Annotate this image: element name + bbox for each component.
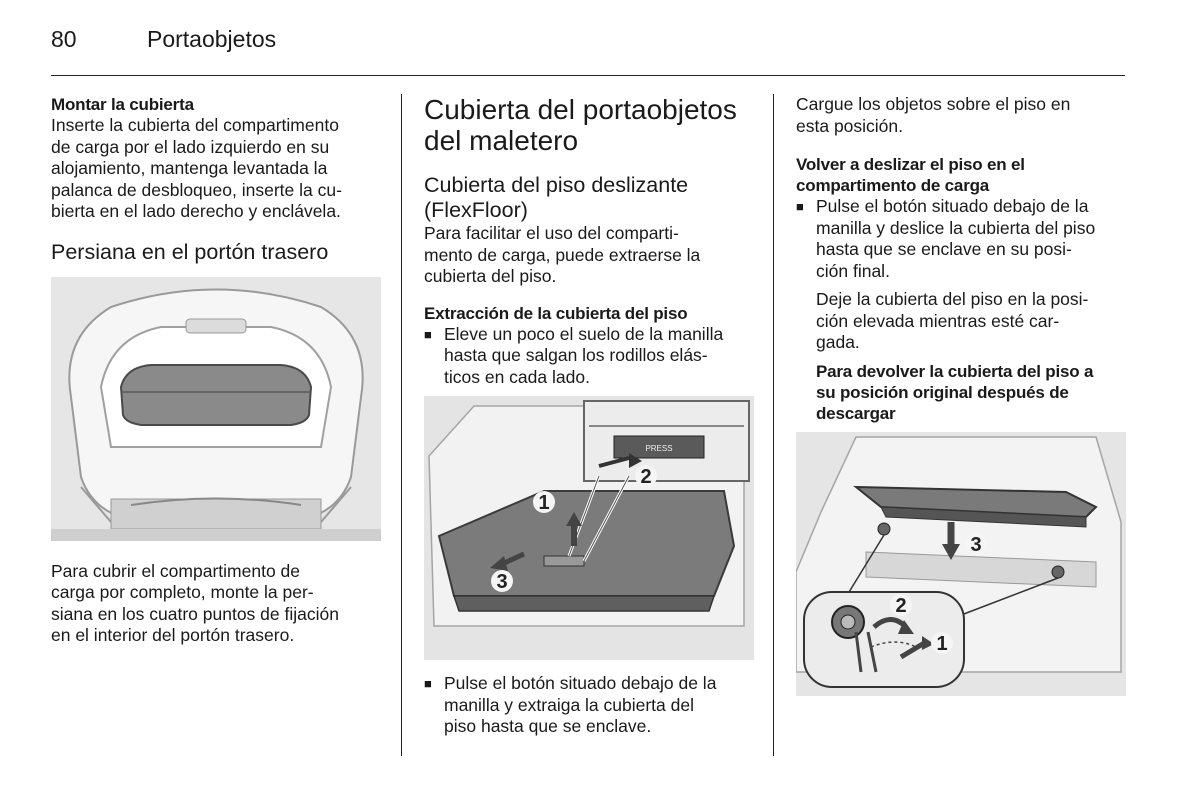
flexfloor-intro	[424, 223, 754, 288]
floor-extraction-drawing	[424, 396, 754, 660]
floor-return-drawing	[796, 432, 1126, 696]
text-line: ción final.	[816, 260, 890, 281]
bullet-mark: ■	[424, 326, 432, 342]
callout-2: 2	[640, 466, 652, 488]
blind-heading: Persiana en el portón trasero	[51, 239, 329, 264]
heading-line: compartimento de carga	[796, 176, 990, 195]
text-line: de carga por el lado izquierdo en su	[51, 136, 330, 157]
text-line: manilla y extraiga la cubierta del	[444, 694, 694, 715]
flexfloor-heading	[424, 173, 754, 223]
text-line: Pulse el botón situado debajo de la	[816, 196, 1089, 216]
heading-line: su posición original después de	[816, 382, 1069, 402]
page-header	[51, 26, 276, 56]
text-line: Para facilitar el uso del comparti-	[424, 223, 679, 243]
text-line: hasta que salgan los rodillos elás-	[444, 345, 708, 365]
load-objects-text	[796, 94, 1126, 137]
text-line: alojamiento, mantenga levantada la	[51, 158, 328, 178]
extract-floor-heading: Extracción de la cubierta del piso	[424, 303, 688, 323]
mount-cover-heading: Montar la cubierta	[51, 95, 194, 114]
text-line: Cargue los objetos sobre el piso en	[796, 94, 1071, 114]
text-line: palanca de desbloqueo, inserte la cu-	[51, 179, 342, 200]
text-line: hasta que se enclave en su posi-	[816, 239, 1072, 259]
text-line: carga por completo, monte la per-	[51, 582, 314, 602]
column-divider	[773, 94, 774, 756]
floor-return-illustration	[796, 432, 1126, 696]
tailgate-blind-drawing	[51, 277, 381, 541]
column-3	[796, 94, 1126, 696]
bullet-item	[424, 673, 754, 738]
callout-1: 1	[538, 492, 550, 514]
text-line: manilla y deslice la cubierta del piso	[816, 217, 1096, 238]
text-line: ción elevada mientras esté car-	[816, 310, 1060, 331]
heading-line: (FlexFloor)	[424, 198, 528, 222]
callout-3: 3	[496, 571, 508, 593]
text-line: siana en los cuatro puntos de fijación	[51, 603, 339, 624]
bullet-mark: ■	[796, 199, 804, 214]
heading-line: descargar	[816, 403, 896, 423]
slide-back-heading	[796, 154, 1126, 196]
section-title	[424, 94, 754, 156]
bullet-mark: ■	[424, 676, 432, 691]
title-line: del maletero	[424, 125, 579, 156]
tailgate-blind-illustration	[51, 277, 381, 541]
press-label: PRESS	[645, 444, 673, 453]
text-line: Eleve un poco el suelo de la manilla	[444, 323, 724, 344]
page-title: Portaobjetos	[147, 26, 277, 52]
text-line: gada.	[816, 332, 860, 352]
text-line: ticos en cada lado.	[444, 366, 590, 387]
text-line: Para cubrir el compartimento de	[51, 560, 300, 581]
heading-line: Volver a deslizar el piso en el	[796, 155, 1025, 174]
text-line: Inserte la cubierta del compartimento	[51, 115, 339, 135]
callout-2: 2	[895, 594, 907, 617]
bullet-item	[424, 324, 754, 389]
callout-3: 3	[970, 533, 982, 556]
text-line: esta posición.	[796, 115, 904, 136]
mount-cover-text	[51, 115, 381, 223]
text-line: mento de carga, puede extraerse la	[424, 244, 701, 265]
column-2	[424, 94, 754, 738]
heading-line: Cubierta del piso deslizante	[424, 173, 689, 197]
text-line: en el interior del portón trasero.	[51, 625, 295, 645]
column-divider	[401, 94, 402, 756]
callout-1: 1	[936, 632, 948, 655]
leave-elevated-text	[796, 289, 1126, 354]
column-1	[51, 94, 381, 647]
title-line: Cubierta del portaobjetos	[424, 94, 737, 125]
text-line: cubierta del piso.	[424, 266, 557, 286]
page-number: 80	[51, 26, 77, 52]
floor-extraction-illustration	[424, 396, 754, 660]
header-divider	[51, 75, 1125, 76]
heading-line: Para devolver la cubierta del piso a	[816, 361, 1094, 381]
text-line: bierta en el lado derecho y enclávela.	[51, 201, 341, 221]
blind-text	[51, 561, 381, 647]
text-line: Pulse el botón situado debajo de la	[444, 673, 717, 693]
bullet-item	[796, 196, 1126, 282]
text-line: piso hasta que se enclave.	[444, 716, 652, 736]
return-floor-heading	[796, 361, 1126, 424]
text-line: Deje la cubierta del piso en la posi-	[816, 289, 1089, 309]
